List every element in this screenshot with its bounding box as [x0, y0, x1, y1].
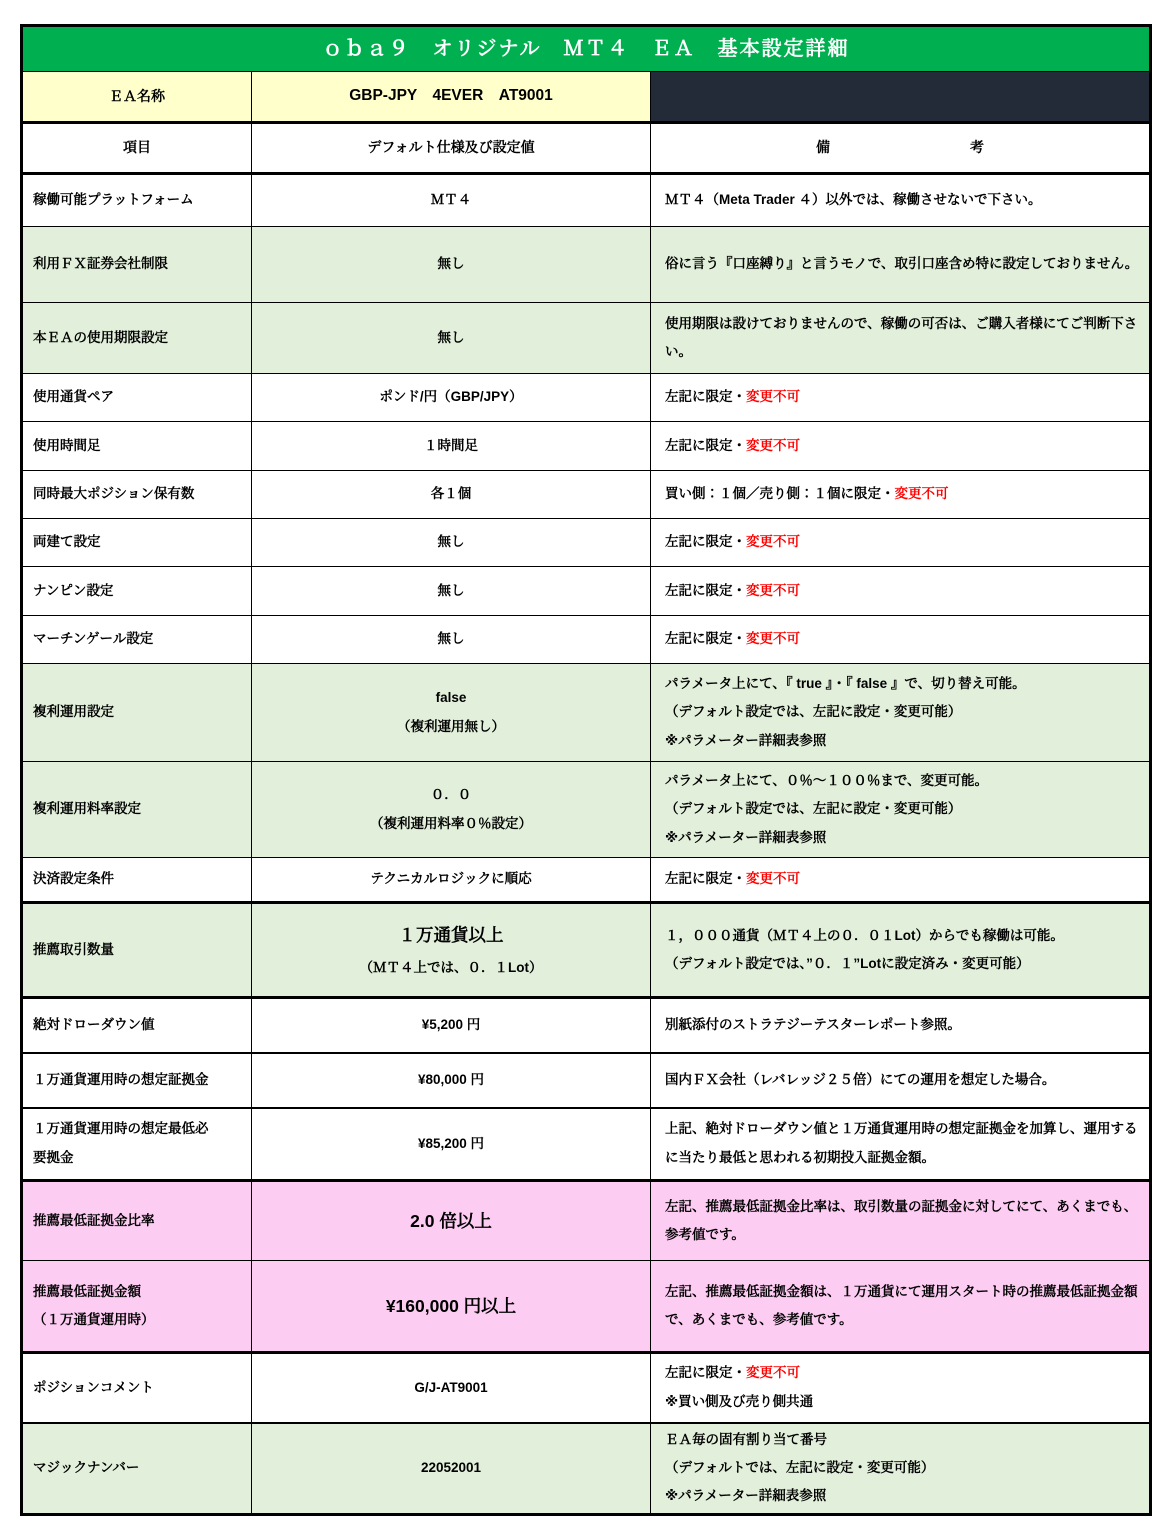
item-cell: 本ＥＡの使用期限設定	[22, 303, 252, 374]
value-cell: ポンド/円（GBP/JPY）	[252, 374, 651, 422]
remark-cell: 左記、推薦最低証拠金額は、１万通貨にて運用スタート時の推薦最低証拠金額で、あくまでも、参考値です。	[651, 1261, 1151, 1353]
table-row	[22, 903, 1151, 998]
value-cell: 2.0 倍以上	[252, 1181, 651, 1261]
table-row	[22, 374, 1151, 422]
value-cell: １時間足	[252, 422, 651, 471]
table-row	[22, 762, 1151, 858]
table-row	[22, 1108, 1151, 1181]
remark-cell: １，０００通貨（ＭＴ４上の０．０１Lot）からでも稼働は可能。 （デフォルト設定では、”０．１”Lotに設定済み・変更可能）	[651, 903, 1151, 998]
value-cell: ¥5,200 円	[252, 998, 651, 1053]
value-cell: 22052001	[252, 1423, 651, 1515]
page-title: ｏｂａ９ オリジナル ＭＴ４ ＥＡ 基本設定詳細	[22, 26, 1151, 72]
item-cell: 利用ＦＸ証券会社制限	[22, 227, 252, 303]
header-item: 項目	[22, 123, 252, 174]
value-cell: ＭＴ４	[252, 174, 651, 227]
table-row	[22, 303, 1151, 374]
table-row	[22, 664, 1151, 762]
ea-name-row	[22, 72, 1151, 123]
remark-cell: 別紙添付のストラテジーテスターレポート参照。	[651, 998, 1151, 1053]
remark-cell: 左記に限定・変更不可	[651, 567, 1151, 616]
item-cell: 決済設定条件	[22, 858, 252, 903]
value-cell: 無し	[252, 567, 651, 616]
remark-cell: 国内ＦＸ会社（レバレッジ２５倍）にての運用を想定した場合。	[651, 1053, 1151, 1108]
item-cell: ポジションコメント	[22, 1353, 252, 1423]
item-cell: マーチンゲール設定	[22, 616, 252, 664]
value-cell: ¥85,200 円	[252, 1108, 651, 1181]
item-cell: 稼働可能プラットフォーム	[22, 174, 252, 227]
table-row	[22, 616, 1151, 664]
table-row	[22, 567, 1151, 616]
remark-cell: 俗に言う『口座縛り』と言うモノで、取引口座含め特に設定しておりません。	[651, 227, 1151, 303]
value-cell: G/J-AT9001	[252, 1353, 651, 1423]
table-row	[22, 471, 1151, 519]
value-cell: false （複利運用無し）	[252, 664, 651, 762]
value-cell: 各１個	[252, 471, 651, 519]
value-cell: 無し	[252, 227, 651, 303]
item-cell: 複利運用設定	[22, 664, 252, 762]
remark-cell: 上記、絶対ドローダウン値と１万通貨運用時の想定証拠金を加算し、運用するに当たり最低と思われる初期投入証拠金額。	[651, 1108, 1151, 1181]
header-remark: 備 考	[651, 123, 1151, 174]
value-cell: 無し	[252, 616, 651, 664]
ea-name-label: ＥＡ名称	[22, 72, 252, 123]
value-cell: ¥80,000 円	[252, 1053, 651, 1108]
ea-name-value: GBP-JPY 4EVER AT9001	[252, 72, 651, 123]
table-row	[22, 858, 1151, 903]
item-cell: 推薦取引数量	[22, 903, 252, 998]
remark-cell: 左記に限定・変更不可	[651, 616, 1151, 664]
item-cell: 複利運用料率設定	[22, 762, 252, 858]
title-row	[22, 26, 1151, 72]
value-cell: テクニカルロジックに順応	[252, 858, 651, 903]
remark-cell: 買い側：１個／売り側：１個に限定・変更不可	[651, 471, 1151, 519]
table-row	[22, 998, 1151, 1053]
value-cell: ¥160,000 円以上	[252, 1261, 651, 1353]
remark-cell: パラメータ上にて、０％～１００％まで、変更可能。 （デフォルト設定では、左記に設定・変更可能） ※パラメーター詳細表参照	[651, 762, 1151, 858]
table-row	[22, 422, 1151, 471]
remark-cell: パラメータ上にて、『 true 』・『 false 』で、切り替え可能。 （デフォルト設定では、左記に設定・変更可能） ※パラメーター詳細表参照	[651, 664, 1151, 762]
remark-cell: 左記、推薦最低証拠金比率は、取引数量の証拠金に対してにて、あくまでも、参考値です。	[651, 1181, 1151, 1261]
item-cell: 推薦最低証拠金比率	[22, 1181, 252, 1261]
table-row	[22, 519, 1151, 567]
item-cell: 絶対ドローダウン値	[22, 998, 252, 1053]
item-cell: ナンピン設定	[22, 567, 252, 616]
remark-cell: 左記に限定・変更不可 ※買い側及び売り側共通	[651, 1353, 1151, 1423]
value-cell: １万通貨以上 （ＭＴ４上では、０．１Lot）	[252, 903, 651, 998]
item-cell: 使用時間足	[22, 422, 252, 471]
item-cell: 同時最大ポジション保有数	[22, 471, 252, 519]
item-cell: １万通貨運用時の想定最低必 要拠金	[22, 1108, 252, 1181]
table-row	[22, 1423, 1151, 1515]
header-default-value: デフォルト仕様及び設定値	[252, 123, 651, 174]
item-cell: 使用通貨ペア	[22, 374, 252, 422]
table-row	[22, 1053, 1151, 1108]
remark-cell: ＥＡ毎の固有割り当て番号 （デフォルトでは、左記に設定・変更可能） ※パラメーター詳細表参照	[651, 1423, 1151, 1515]
remark-cell: 使用期限は設けておりませんので、稼働の可否は、ご購入者様にてご判断下さい。	[651, 303, 1151, 374]
item-cell: 両建て設定	[22, 519, 252, 567]
table-row	[22, 1181, 1151, 1261]
column-header-row	[22, 123, 1151, 174]
remark-cell: 左記に限定・変更不可	[651, 422, 1151, 471]
remark-cell: 左記に限定・変更不可	[651, 519, 1151, 567]
remark-cell: 左記に限定・変更不可	[651, 858, 1151, 903]
value-cell: ０．０ （複利運用料率０％設定）	[252, 762, 651, 858]
table-row	[22, 227, 1151, 303]
value-cell: 無し	[252, 519, 651, 567]
ea-spec-table	[20, 24, 1152, 1516]
remark-cell: 左記に限定・変更不可	[651, 374, 1151, 422]
value-cell: 無し	[252, 303, 651, 374]
item-cell: １万通貨運用時の想定証拠金	[22, 1053, 252, 1108]
table-row	[22, 1353, 1151, 1423]
dark-filler-cell	[651, 72, 1151, 123]
item-cell: マジックナンバー	[22, 1423, 252, 1515]
item-cell: 推薦最低証拠金額 （１万通貨運用時）	[22, 1261, 252, 1353]
table-row	[22, 174, 1151, 227]
remark-cell: ＭＴ４（Meta Trader ４）以外では、稼働させないで下さい。	[651, 174, 1151, 227]
table-row	[22, 1261, 1151, 1353]
